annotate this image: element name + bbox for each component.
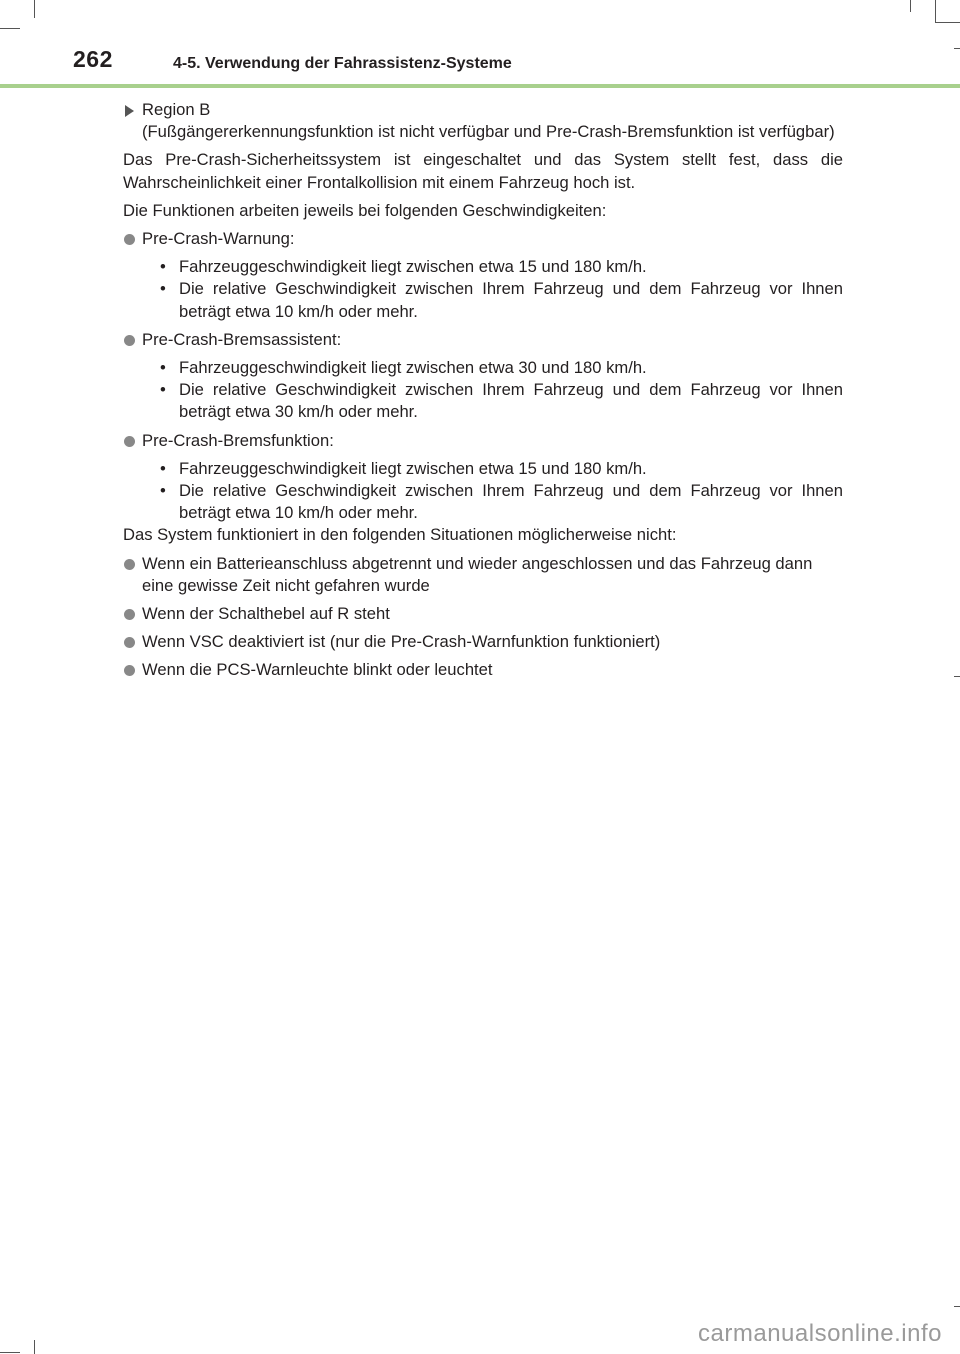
situation-item: Wenn die PCS-Warnleuchte blinkt oder leuchtet — [123, 659, 843, 681]
crop-mark — [954, 1306, 960, 1307]
list-item: • Die relative Geschwindigkeit zwischen Ihrem Fahrzeug und dem Fahrzeug vor Ihnen beträgt etwa 30 km/h oder mehr. — [160, 380, 843, 422]
chapter-title: 4-5. Verwendung der Fahrassistenz-Systeme — [173, 55, 512, 72]
situation-item: Wenn ein Batterieanschluss abgetrennt und wieder angeschlossen und das Fahrzeug dann eine gewisse Zeit nicht gefahren wurde — [123, 553, 843, 597]
situations-intro: Das System funktioniert in den folgenden Situationen möglicherweise nicht: — [123, 525, 677, 545]
bullet-dot-icon — [124, 609, 135, 620]
region-block — [123, 99, 843, 143]
function-title: Pre-Crash-Bremsfunktion: — [142, 430, 334, 450]
bullet-dot-icon — [124, 637, 135, 648]
function-section — [123, 430, 843, 525]
bullet-dot-icon — [124, 436, 135, 447]
crop-mark — [0, 1352, 20, 1353]
situation-item: Wenn VSC deaktiviert ist (nur die Pre-Crash-Warnfunktion funktioniert) — [123, 631, 843, 653]
function-conditions — [142, 458, 843, 525]
bullet-dot-icon — [124, 665, 135, 676]
crop-mark — [935, 22, 960, 23]
list-item: • Die relative Geschwindigkeit zwischen Ihrem Fahrzeug und dem Fahrzeug vor Ihnen beträgt etwa 10 km/h oder mehr. — [160, 279, 843, 321]
region-text: (Fußgängererkennungsfunktion ist nicht verfügbar und Pre-Crash-Bremsfunktion ist verfügbar) — [142, 122, 835, 142]
triangle-bullet-icon — [125, 105, 134, 117]
bullet-dot-icon — [124, 335, 135, 346]
list-item: • Fahrzeuggeschwindigkeit liegt zwischen etwa 15 und 180 km/h. — [160, 257, 647, 277]
crop-mark — [34, 0, 35, 18]
list-item: • Fahrzeuggeschwindigkeit liegt zwischen etwa 30 und 180 km/h. — [160, 358, 647, 378]
function-conditions — [142, 357, 843, 424]
page-header — [0, 40, 960, 90]
crop-mark — [935, 0, 936, 22]
page-content — [123, 99, 843, 688]
crop-mark — [910, 0, 911, 12]
function-section — [123, 228, 843, 323]
function-conditions — [142, 256, 843, 323]
header-rule — [0, 84, 960, 88]
page-number: 262 — [73, 46, 113, 72]
function-title: Pre-Crash-Bremsassistent: — [142, 329, 342, 349]
situation-item: Wenn der Schalthebel auf R steht — [123, 603, 843, 625]
crop-mark — [954, 676, 960, 677]
list-item: • Die relative Geschwindigkeit zwischen Ihrem Fahrzeug und dem Fahrzeug vor Ihnen beträgt etwa 10 km/h oder mehr. — [160, 481, 843, 523]
bullet-dot-icon — [124, 559, 135, 570]
function-section — [123, 329, 843, 424]
crop-mark — [34, 1340, 35, 1354]
watermark: carmanualsonline.info — [698, 1320, 942, 1347]
crop-mark — [0, 28, 20, 29]
intro-paragraph: Das Pre-Crash-Sicherheitssystem ist eingeschaltet und das System stellt fest, dass die Wahrscheinlichkeit einer Frontalkollision mit einem Fahrzeug hoch ist. — [123, 150, 843, 192]
list-item: • Fahrzeuggeschwindigkeit liegt zwischen etwa 15 und 180 km/h. — [160, 458, 647, 478]
function-title: Pre-Crash-Warnung: — [142, 229, 295, 249]
bullet-dot-icon — [124, 234, 135, 245]
speeds-intro: Die Funktionen arbeiten jeweils bei folgenden Geschwindigkeiten: — [123, 200, 607, 220]
region-title: Region B — [142, 100, 211, 119]
